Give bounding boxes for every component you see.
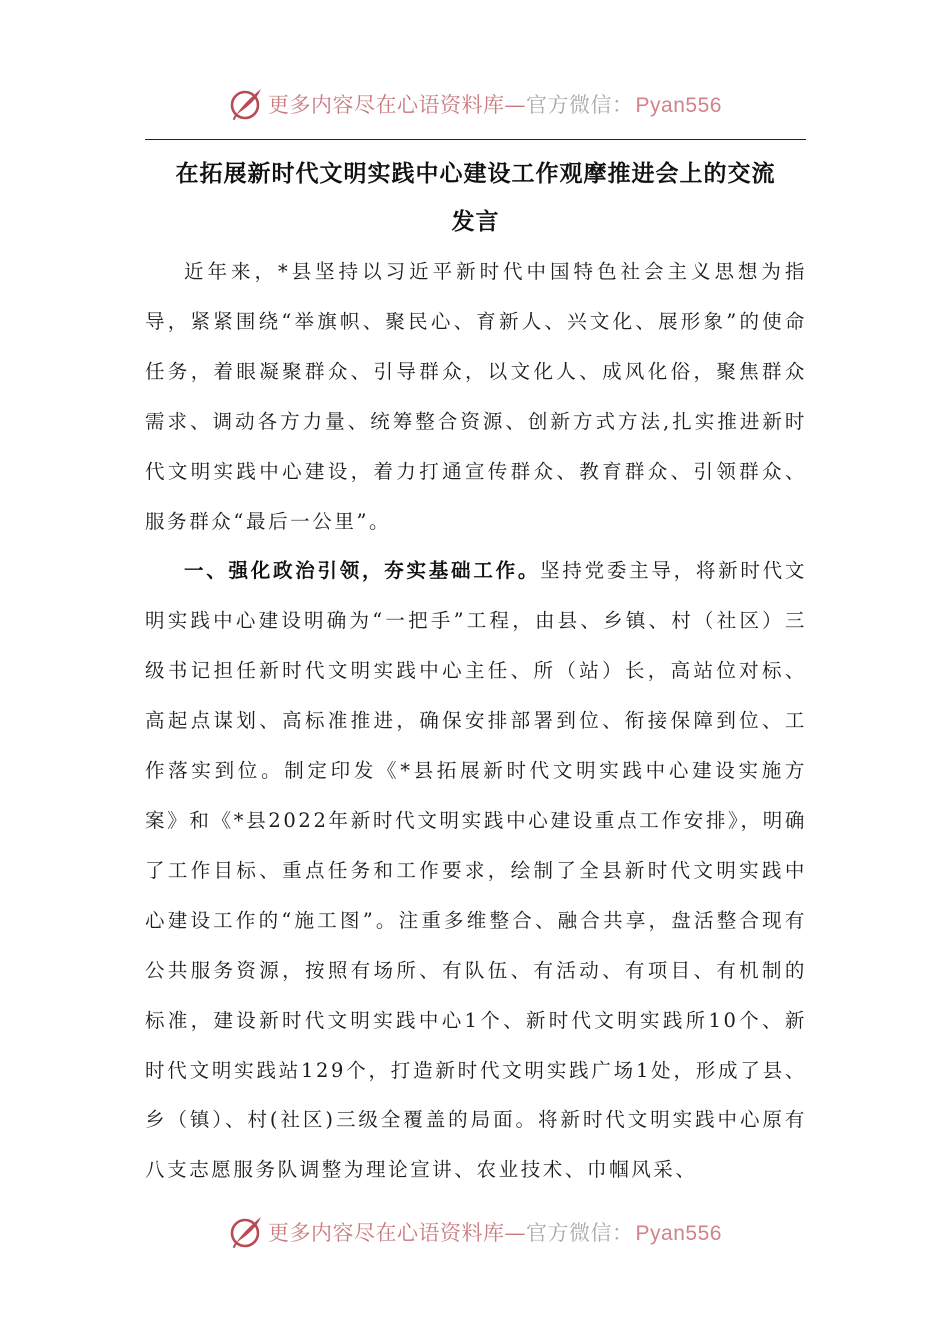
section-1-text: 坚持党委主导，将新时代文明实践中心建设明确为“一把手”工程，由县、乡镇、村（社区）三级书记担任新时代文明实践中心主任、所（站）长，高站位对标、高起点谋划、高标准推进，确保安排部署到位、衔接保障到位、工作落实到位。制定印发《*县拓展新时代文明实践中心建设实施方案》和《*县2022年新时代文明实践中心建设重点工作安排》，明确了工作目标、重点任务和工作要求，绘制了全县新时代文明实践中心建设工作的“施工图”。注重多维整合、融合共享，盘活整合现有公共服务资源，按照有场所、有队伍、有活动、有项目、有机制的标准，建设新时代文明实践中心1个、新时代文明实践所10个、新时代文明实践站129个，打造新时代文明实践广场1处，形成了县、乡（镇）、村(社区)三级全覆盖的局面。将新时代文明实践中心原有八支志愿服务队调整为理论宣讲、农业技术、巾帼风采、 xyxy=(145,559,807,1182)
banner-promo-text xyxy=(268,89,722,119)
document-title-line-2: 发言 xyxy=(451,208,500,235)
header-divider xyxy=(145,139,806,140)
banner-promo-label: 更多内容尽在心语资料库 xyxy=(268,93,505,117)
footer-promo-text xyxy=(268,1217,722,1247)
footer-wechat-id: Pyan556 xyxy=(635,1222,722,1245)
document-body xyxy=(145,247,807,1195)
section-1-heading: 一、强化政治引领，夯实基础工作。 xyxy=(184,559,541,583)
footer-watermark-banner xyxy=(0,1212,950,1252)
paragraph-intro-text: 近年来，*县坚持以习近平新时代中国特色社会主义思想为指导，紧紧围绕“举旗帜、聚民心、育新人、兴文化、展形象”的使命任务，着眼凝聚群众、引导群众，以文化人、成风化俗，聚焦群众需求、调动各方力量、统筹整合资源、创新方式方法,扎实推进新时代文明实践中心建设，着力打通宣传群众、教育群众、引领群众、服务群众“最后一公里”。 xyxy=(145,260,807,533)
quill-pen-logo-icon xyxy=(228,86,264,122)
document-title xyxy=(145,150,806,246)
paragraph-intro xyxy=(145,247,807,546)
header-watermark-banner xyxy=(0,84,950,124)
document-title-line-1: 在拓展新时代文明实践中心建设工作观摩推进会上的交流 xyxy=(175,160,776,187)
banner-separator: — xyxy=(504,93,527,117)
footer-wechat-label: 官方微信： xyxy=(526,1221,634,1245)
banner-wechat-id: Pyan556 xyxy=(635,94,722,117)
paragraph-section-1 xyxy=(145,546,807,1195)
banner-wechat-label: 官方微信： xyxy=(526,93,634,117)
footer-separator: — xyxy=(504,1221,527,1245)
quill-pen-logo-icon xyxy=(228,1214,264,1250)
footer-promo-label: 更多内容尽在心语资料库 xyxy=(268,1221,505,1245)
